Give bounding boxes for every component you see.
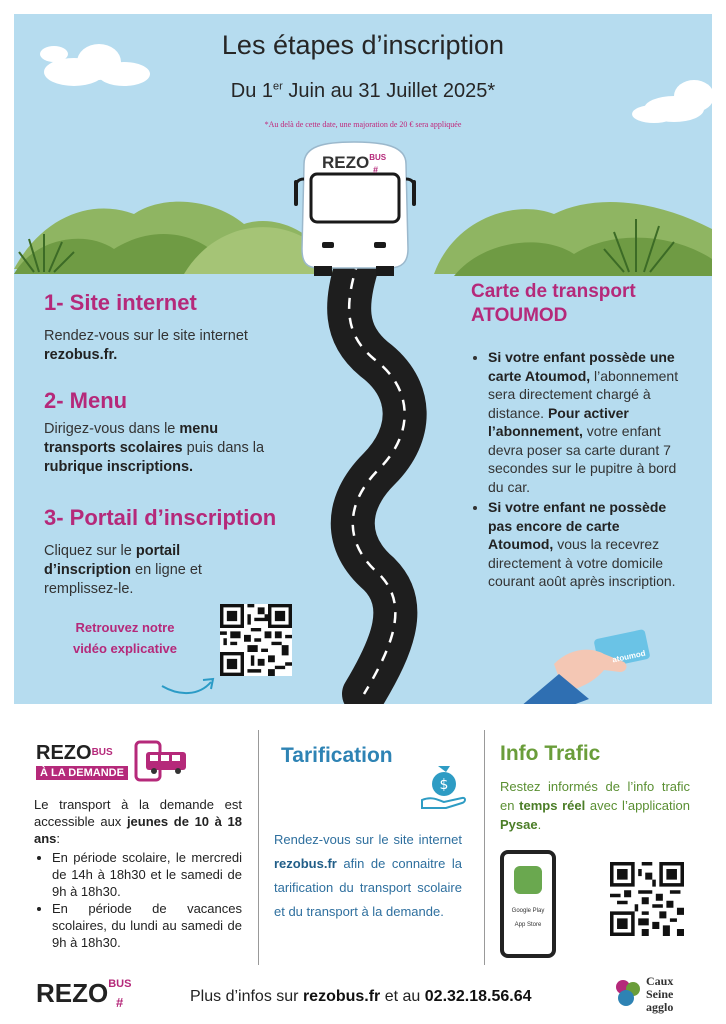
phone-illustration xyxy=(500,850,556,958)
arrow-icon xyxy=(159,664,221,699)
divider-left xyxy=(258,730,259,965)
footer-logo-hash: # xyxy=(116,995,124,1010)
step3-text: Cliquez sur le portail d’inscription en ligne et remplissez-le. xyxy=(44,543,202,597)
registration-dates: Du 1er Juin au 31 Juillet 2025* xyxy=(230,80,496,102)
page-title: Les étapes d’inscription xyxy=(221,30,505,60)
info-qr-code[interactable] xyxy=(610,862,684,936)
footer-contact: Plus d’infos sur rezobus.fr et au 02.32.18.56.64 xyxy=(190,988,532,1005)
hills-right xyxy=(434,202,712,276)
atoumod-card-label: atoumod xyxy=(611,648,647,665)
card-title: Carte de transport ATOUMOD xyxy=(471,281,636,326)
info-text: Restez informés de l’info trafic en temps réel avec l’application Pysae. xyxy=(500,779,690,832)
late-fee-note: *Au delà de cette date, une majoration de 20 € sera appliquée xyxy=(264,120,462,129)
footer-logo: $REZO^{BUS}$ xyxy=(36,978,132,1008)
tad-text: Le transport à la demande est accessible aux jeunes de 10 à 18 ans: • En période scolaire, le mercredi de 14h à 18h30 et le samedi de 9h à 18h30. • En période de vacances scolaires, du lundi au samedi de 9h à 18h30. xyxy=(34,796,242,951)
minibus-phone-icon xyxy=(134,740,190,782)
video-qr-code[interactable] xyxy=(220,604,292,676)
step2-title: 2- Menu xyxy=(44,388,128,413)
step1-text: Rendez-vous sur le site internet rezobus.fr. xyxy=(44,328,248,363)
card-bullet-2: • Si votre enfant ne possède pas encore de carte Atoumod, vous la recevrez directement à votre domicile courant août après inscription. xyxy=(488,498,688,591)
money-hand-icon xyxy=(418,760,470,812)
bus-logo-hash: # xyxy=(373,165,379,175)
step3-title: 3- Portail d’inscription xyxy=(44,505,277,530)
tad-item-1: • En période scolaire, le mercredi de 14h à 18h30 et le samedi de 9h à 18h30. xyxy=(52,849,242,900)
bus-logo: $REZO^{BUS}$ xyxy=(322,153,387,172)
website-link[interactable]: rezobus.fr xyxy=(302,988,381,1005)
hand-card-illustration xyxy=(514,629,651,704)
google-play-badge[interactable]: Google Play xyxy=(511,908,545,914)
info-title: Info Trafic xyxy=(500,742,601,765)
tad-item-2: • En période de vacances scolaires, du lundi au samedi de 9h à 18h30. xyxy=(52,900,242,951)
winding-road xyxy=(349,259,405,694)
video-link[interactable]: Retrouvez notre vidéo explicative xyxy=(72,620,178,656)
step1-title: 1- Site internet xyxy=(44,290,197,315)
phone-number[interactable]: 02.32.18.56.64 xyxy=(424,988,532,1005)
tarif-title: Tarification xyxy=(281,744,393,767)
agglo-logo-icon xyxy=(612,977,644,1009)
card-bullet-1: • Si votre enfant possède une carte Atoumod, l’abonnement sera directement chargé à distance. Pour activer l’abonnement, votre enfant devra poser sa carte durant 7 secondes sur le pupitre à bord du car. xyxy=(488,348,688,496)
tad-logo: $REZO^{BUS}$ À LA DEMANDE xyxy=(36,742,128,780)
divider-right xyxy=(484,730,485,965)
agglo-logo-text: Caux Seine agglo xyxy=(646,974,674,1014)
pysae-app-icon xyxy=(514,866,542,894)
card-info-list xyxy=(472,348,688,593)
tarif-text: Rendez-vous sur le site internet rezobus.fr afin de connaitre la tarification du transport scolaire et du transport à la demande. xyxy=(274,832,462,919)
svg-text:$: $ xyxy=(439,777,449,793)
step2-text: Dirigez-vous dans le menu transports scolaires puis dans la rubrique inscriptions. xyxy=(44,421,265,475)
app-store-badge[interactable]: App Store xyxy=(514,922,542,928)
